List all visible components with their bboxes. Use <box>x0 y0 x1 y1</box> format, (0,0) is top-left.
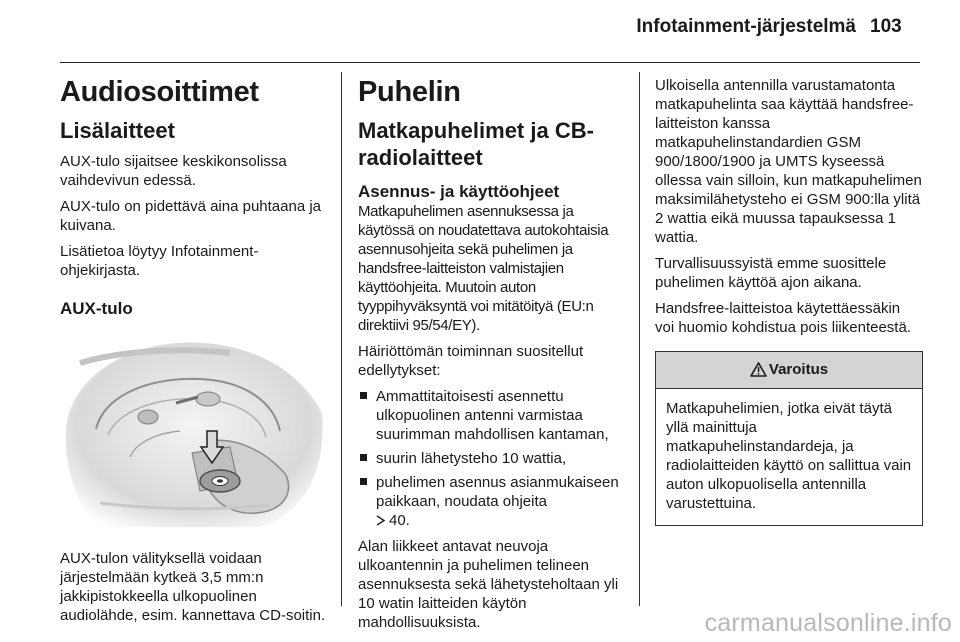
warning-body <box>656 389 922 525</box>
running-header-title: Infotainment-järjestelmä <box>636 16 856 37</box>
warning-title: Varoitus <box>768 361 829 378</box>
list-item: suurin lähetysteho 10 wattia, <box>358 449 624 468</box>
paragraph-handsfree-attention: Handsfree-laitteistoa käytettäessäkin voi huomio kohdistua pois liikenteestä. <box>655 300 911 336</box>
conditions-list <box>358 387 624 530</box>
column-audio <box>60 76 328 632</box>
warning-header <box>656 352 922 389</box>
aux-input-console-illustration <box>60 333 328 533</box>
paragraph-gsm-standards: Ulkoisella antennilla varustamatonta matkapuhelinta saa käyttää handsfree-laitteiston kanssa matkapuhelinstandardien GSM 900/1800/1900 ja UMTS kyseessä ollessa vain silloin, kun matkapuhelimen maksimilähetysteho ei GSM 900:lla ylitä 2 wattia eikä muussa tapauksessa 1 wattia. <box>655 77 922 246</box>
page-number: 103 <box>870 16 902 37</box>
paragraph-aux-usage: AUX-tulon välityksellä voidaan järjestelmään kytkeä 3,5 mm:n jakkipistokkeella ulkopuolinen audiolähde, esim. kannettava CD-soitin. <box>60 550 326 624</box>
warning-box <box>655 351 923 526</box>
section-title-phone: Puhelin <box>358 76 461 108</box>
column-divider-2 <box>639 72 640 606</box>
column-phone-continued <box>655 76 923 526</box>
paragraph-safety: Turvallisuussyistä emme suosittele puhelimen käyttöä ajon aikana. <box>655 255 887 291</box>
paragraph-installation: Matkapuhelimen asennuksessa ja käytössä on noudatettava autokohtaisia asennusohjeita sekä puhelimen ja handsfree-laitteiston valmistajien käyttöohjeita. Muutoin auton tyyppihyväksyntä voi mitätöityä (EU:n direktiivi 95/54/EY). <box>358 203 609 334</box>
paragraph-dealer-advice: Alan liikkeet antavat neuvoja ulkoantennin ja puhelimen telineen asennuksesta sekä lähetysteholtaan yli 10 watin laitteiden käytön mahdollisuuksista. <box>358 538 619 631</box>
subsection-title-mobile-cb: Matkapuhelimet ja CB-radiolaitteet <box>358 118 594 170</box>
column-divider-1 <box>341 72 342 606</box>
page-reference[interactable]: 40. <box>389 512 410 529</box>
subsection-title-accessories: Lisälaitteet <box>60 118 175 143</box>
watermark: carmanualsonline.info <box>704 609 952 637</box>
paragraph-aux-location: AUX-tulo sijaitsee keskikonsolissa vaihdevivun edessä. <box>60 153 287 189</box>
header-rule <box>60 62 920 63</box>
warning-triangle-icon <box>750 362 767 377</box>
column-phone <box>358 76 624 639</box>
paragraph-aux-clean: AUX-tulo on pidettävä aina puhtaana ja kuivana. <box>60 198 322 234</box>
heading-installation: Asennus- ja käyttöohjeet <box>358 182 560 201</box>
warning-text: Matkapuhelimien, jotka eivät täytä yllä mainittuja matkapuhelinstandardeja, ja radiolaitteiden käyttö on sallittua vain auton ulkopuolisella antennilla varustettuina. <box>666 400 912 512</box>
paragraph-conditions: Häiriöttömän toiminnan suositellut edellytykset: <box>358 343 584 379</box>
list-item: puhelimen asennus asianmukaiseen paikkaan, noudata ohjeita 40. <box>358 473 624 530</box>
section-title-audio: Audiosoittimet <box>60 76 259 108</box>
list-item: Ammattitaitoisesti asennettu ulkopuolinen antenni varmistaa suurimman mahdollisen kantaman, <box>358 387 624 444</box>
heading-aux-input: AUX-tulo <box>60 299 133 318</box>
page-reference-arrow-icon <box>376 515 386 526</box>
paragraph-more-info: Lisätietoa löytyy Infotainment-ohjekirjasta. <box>60 243 259 279</box>
